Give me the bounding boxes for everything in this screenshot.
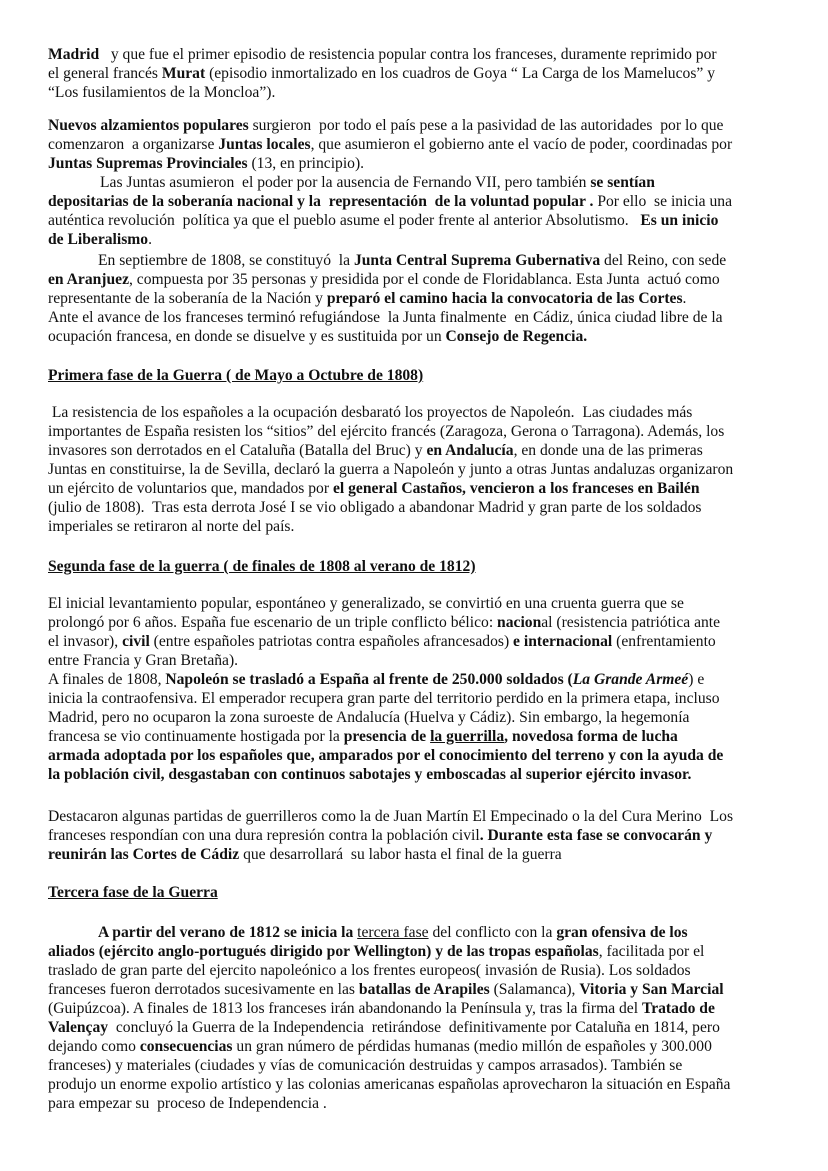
emphasized-text: e internacional [513, 633, 613, 650]
text-run: . [148, 231, 152, 248]
text-line [48, 499, 702, 517]
emphasized-text: Junta Central Suprema Gubernativa [353, 252, 601, 269]
text-run: , facilitada por el [598, 943, 705, 960]
emphasized-text: Valençay [48, 1019, 109, 1036]
text-run: Destacaron algunas partidas de guerrilleros como la de Juan Martín El Empecinado o la del Cura Merino Los [48, 808, 734, 825]
text-line [48, 309, 723, 327]
text-run: (Guipúzcoa). A finales de 1813 los franceses irán abandonando la Península y, tras la firma del [48, 1000, 642, 1017]
text-run: del conflicto con la [428, 924, 557, 941]
text-run: “Los fusilamientos de la Moncloa”). [48, 84, 276, 101]
text-run: imperiales se retiraron al norte del país. [48, 518, 295, 535]
emphasized-text: se sentían [590, 174, 655, 191]
text-line [48, 518, 294, 536]
text-run: franceses respondían con una dura represión contra la población civil [48, 827, 480, 844]
text-run: que desarrollará su labor hasta el final de la guerra [239, 846, 562, 863]
text-run: ocupación francesa, en donde se disuelve y es sustituida por un [48, 328, 446, 345]
emphasized-text: Madrid [48, 46, 100, 63]
emphasized-text: Juntas Supremas Provinciales [48, 155, 248, 172]
text-line [48, 827, 712, 845]
text-line [48, 480, 700, 498]
emphasized-text: preparó el camino hacia la convocatoria de las Cortes [326, 290, 683, 307]
emphasized-text: Juntas locales [218, 136, 311, 153]
emphasized-text: aliados (ejército anglo-portugués dirigido por Wellington) y de las tropas españolas [48, 943, 599, 960]
text-run: concluyó la Guerra de la Independencia retirándose definitivamente por Cataluña en 1814, pero [108, 1019, 720, 1036]
emphasized-text: reunirán las Cortes de Cádiz [48, 846, 240, 863]
text-line [48, 766, 691, 784]
text-run: (13, en principio). [247, 155, 365, 172]
text-line [48, 981, 724, 999]
section-heading [48, 558, 476, 576]
text-run: dejando como [48, 1038, 140, 1055]
emphasized-text: Vitoria y San Marcial [579, 981, 724, 998]
text-line [48, 117, 723, 135]
text-run: invasores son derrotados en el Cataluña (Batalla del Bruc) y [48, 442, 427, 459]
emphasized-text: en Andalucía [426, 442, 514, 459]
text-run: A finales de 1808, [48, 671, 166, 688]
emphasized-text: la población civil, desgastaban con continuos sabotajes y emboscadas al superior ejército invasor. [48, 766, 692, 783]
emphasized-text: el general Castaños, vencieron a los franceses en Bailén [332, 480, 700, 497]
emphasized-text: , novedosa forma de lucha [504, 728, 678, 745]
text-line [48, 328, 587, 346]
emphasized-text: Segunda fase de la guerra ( de finales de 1808 al verano de 1812) [48, 558, 476, 575]
text-run: produjo un enorme expolio artístico y las colonias americanas españolas aprovecharon la situación en España [48, 1076, 731, 1093]
text-run: (Salamanca), [489, 981, 580, 998]
emphasized-text: nacion [497, 614, 542, 631]
text-line [98, 924, 688, 942]
text-run: importantes de España resisten los “sitios” del ejército francés (Zaragoza, Gerona o Tarragona). Además, los [48, 423, 725, 440]
text-line [48, 461, 733, 479]
emphasized-text: La Grande Armeé [572, 671, 689, 688]
text-run: franceses fueron derrotados sucesivamente en las [48, 981, 359, 998]
emphasized-text: Consejo de Regencia. [445, 328, 588, 345]
text-run: representante de la soberanía de la Nación y [48, 290, 327, 307]
text-line [48, 690, 720, 708]
text-line [48, 271, 720, 289]
text-line [48, 404, 692, 422]
section-heading [48, 367, 423, 385]
emphasized-text: en Aranjuez [48, 271, 129, 288]
text-run: (entre españoles patriotas contra españoles afrancesados) [149, 633, 514, 650]
text-line [48, 595, 684, 613]
emphasized-text: Napoleón se trasladó a España al frente de 250.000 soldados ( [165, 671, 573, 688]
emphasized-text: la guerrilla [430, 728, 505, 745]
text-run: (julio de 1808). Tras esta derrota José I se vio obligado a abandonar Madrid y gran parte de los soldados [48, 499, 702, 516]
emphasized-text: consecuencias [139, 1038, 233, 1055]
text-line [48, 84, 275, 102]
text-line [48, 212, 718, 230]
emphasized-text: Es un inicio [640, 212, 719, 229]
emphasized-text: Tercera fase de la Guerra [48, 884, 218, 901]
text-run: , en donde una de las primeras [513, 442, 703, 459]
text-run: El inicial levantamiento popular, espontáneo y generalizado, se convirtió en una cruenta guerra que se [48, 595, 684, 612]
text-run: , compuesta por 35 personas y presidida por el conde de Floridablanca. Esta Junta actuó como [129, 271, 720, 288]
emphasized-text: Nuevos alzamientos populares [48, 117, 249, 134]
text-run: al (resistencia patriótica ante [541, 614, 721, 631]
text-line [48, 614, 720, 632]
text-run: surgieron por todo el país pese a la pasividad de las autoridades por lo que [248, 117, 724, 134]
text-run: franceses) y materiales (ciudades y vías de comunicación destruidas y campos arrasados). También se [48, 1057, 683, 1074]
text-line [48, 728, 678, 746]
emphasized-text: Murat [161, 65, 206, 82]
text-line [48, 1095, 327, 1113]
text-run: Por ello se inicia una [593, 193, 732, 210]
text-line [48, 193, 732, 211]
emphasized-text: presencia de [343, 728, 431, 745]
text-line [48, 962, 691, 980]
text-line [48, 652, 238, 670]
text-run: el invasor), [48, 633, 123, 650]
text-line [48, 709, 689, 727]
text-run: ) e [688, 671, 705, 688]
text-run: prolongó por 6 años. España fue escenario de un triple conflicto bélico: [48, 614, 498, 631]
text-line [98, 252, 726, 270]
text-run: Las Juntas asumieron el poder por la ausencia de Fernando VII, pero también [100, 174, 591, 191]
text-line [48, 633, 716, 651]
text-line [48, 46, 717, 64]
text-line [48, 1000, 715, 1018]
text-run: . [682, 290, 687, 307]
text-line [100, 174, 655, 192]
emphasized-text: de Liberalismo [48, 231, 149, 248]
text-line [48, 943, 704, 961]
text-line [48, 155, 364, 173]
text-run: auténtica revolución política ya que el pueblo asume el poder frente al anterior Absolutismo. [48, 212, 641, 229]
emphasized-text: armada adoptada por los españoles que, amparados por el conocimiento del terreno y con la ayuda de [48, 747, 724, 764]
text-run: para empezar su proceso de Independencia . [48, 1095, 327, 1112]
emphasized-text: Primera fase de la Guerra ( de Mayo a Octubre de 1808) [48, 367, 424, 384]
text-run: , que asumieron el gobierno ante el vacío de poder, coordinadas por [310, 136, 733, 153]
text-line [48, 671, 704, 689]
emphasized-text: tercera fase [357, 924, 429, 941]
text-line [48, 65, 715, 83]
text-run: La resistencia de los españoles a la ocupación desbarató los proyectos de Napoleón. Las ciudades más [48, 404, 693, 421]
emphasized-text: gran ofensiva de los [556, 924, 688, 941]
emphasized-text: depositarias de la soberanía nacional y la representación de la voluntad popular . [48, 193, 594, 210]
text-line [48, 231, 152, 249]
section-heading [48, 884, 218, 902]
text-run: un gran número de pérdidas humanas (medio millón de españoles y 300.000 [232, 1038, 712, 1055]
text-run: Juntas en constituirse, la de Sevilla, declaró la guerra a Napoleón y junto a otras Juntas andaluzas organizaron [48, 461, 734, 478]
text-line [48, 1038, 712, 1056]
emphasized-text: civil [122, 633, 150, 650]
text-run: Ante el avance de los franceses terminó refugiándose la Junta finalmente en Cádiz, única ciudad libre de la [48, 309, 723, 326]
text-line [48, 1076, 730, 1094]
text-run: y que fue el primer episodio de resistencia popular contra los franceses, duramente reprimido por [99, 46, 717, 63]
text-run: entre Francia y Gran Bretaña). [48, 652, 239, 669]
text-run: traslado de gran parte del ejercito napoleónico a los frentes europeos( invasión de Rusia). Los soldados [48, 962, 691, 979]
text-run: (episodio inmortalizado en los cuadros de Goya “ La Carga de los Mamelucos” y [205, 65, 715, 82]
emphasized-text: batallas de Arapiles [358, 981, 490, 998]
text-line [48, 808, 733, 826]
emphasized-text: Tratado de [641, 1000, 715, 1017]
text-line [48, 423, 724, 441]
text-line [48, 747, 723, 765]
text-line [48, 846, 562, 864]
text-run: En septiembre de 1808, se constituyó la [98, 252, 354, 269]
text-line [48, 136, 732, 154]
text-line [48, 442, 703, 460]
text-line [48, 290, 686, 308]
text-line [48, 1019, 720, 1037]
text-run: francesa se vio continuamente hostigada por la [48, 728, 344, 745]
text-run: el general francés [48, 65, 162, 82]
text-run: del Reino, con sede [600, 252, 727, 269]
text-line [48, 1057, 682, 1075]
emphasized-text: . Durante esta fase se convocarán y [479, 827, 713, 844]
text-run: Madrid, pero no ocuparon la zona suroeste de Andalucía (Huelva y Cádiz). Sin embargo, la hegemonía [48, 709, 690, 726]
text-run: comenzaron a organizarse [48, 136, 219, 153]
emphasized-text: A partir del verano de 1812 se inicia la [98, 924, 358, 941]
text-run: un ejército de voluntarios que, mandados por [48, 480, 333, 497]
text-run: (enfrentamiento [612, 633, 716, 650]
text-run: inicia la contraofensiva. El emperador recupera gran parte del territorio perdido en la primera etapa, incluso [48, 690, 720, 707]
